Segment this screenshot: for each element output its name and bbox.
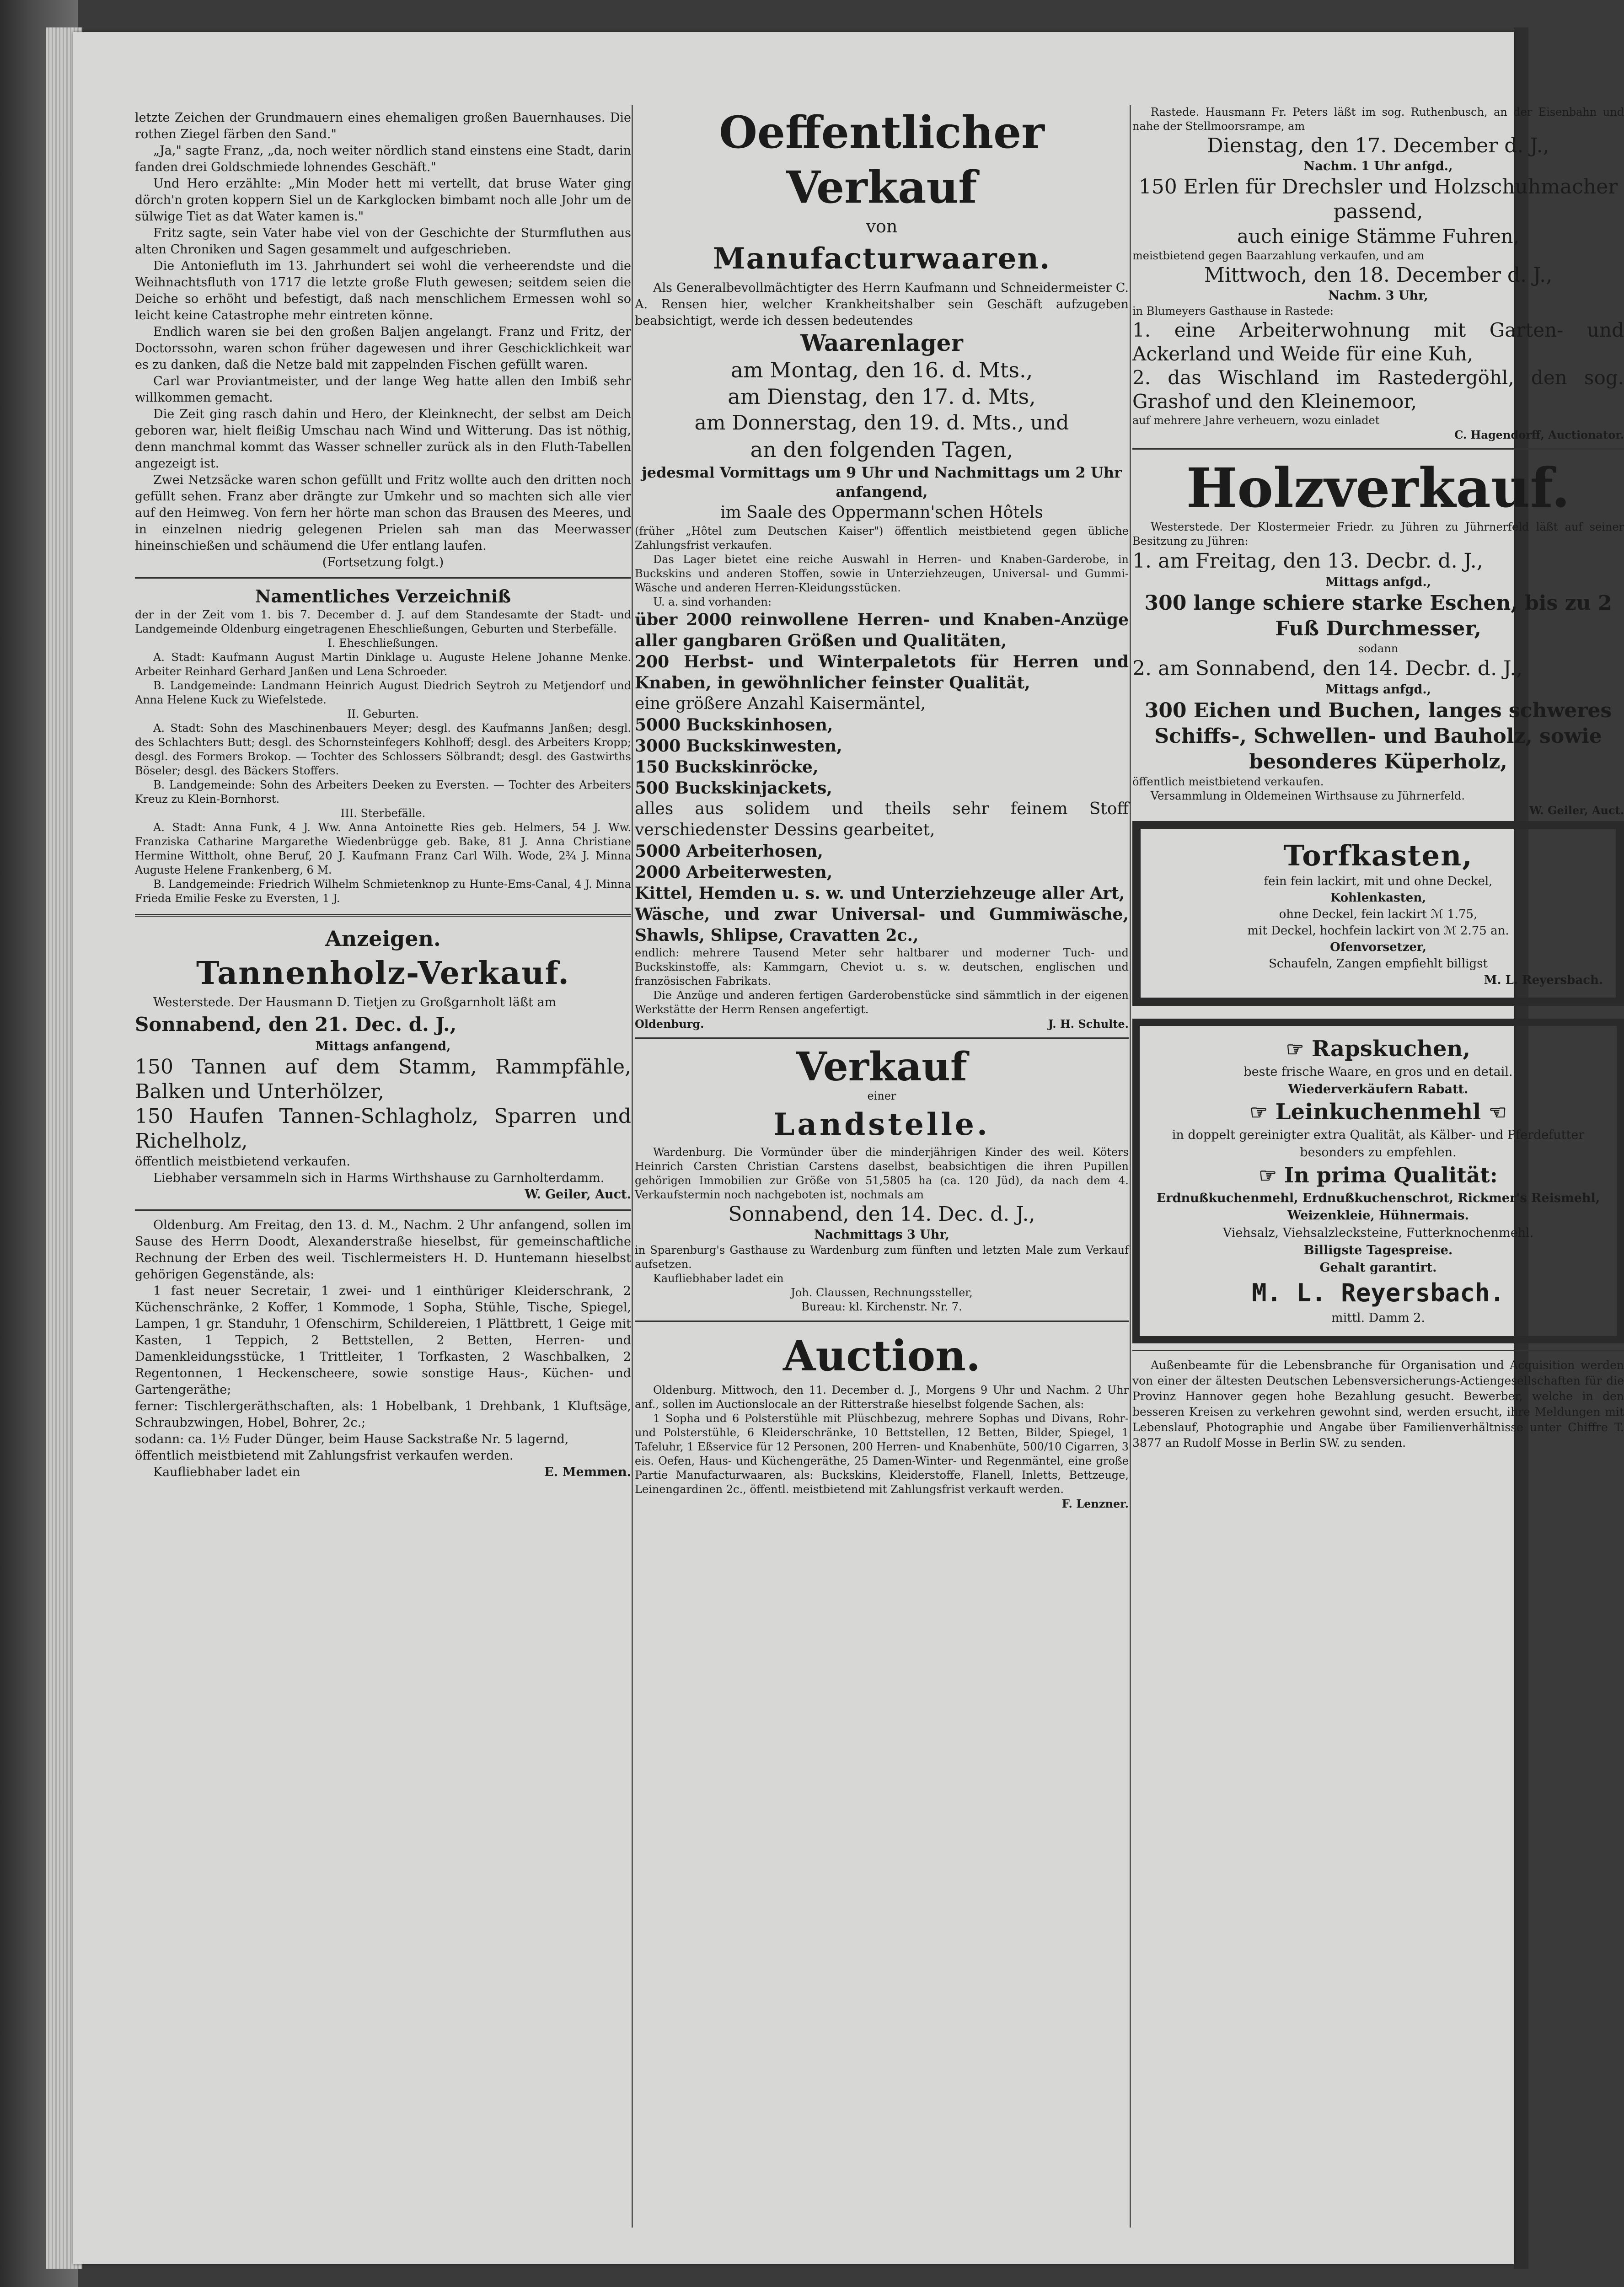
ad-rapskuchen bbox=[1132, 1019, 1624, 1343]
ad-date: Sonnabend, den 21. Dec. d. J., bbox=[135, 1013, 457, 1036]
story-paragraph: „Ja," sagte Franz, „da, noch weiter nördlich stand einstens eine Stadt, darin fanden drei Goldschmiede lohnendes Geschäft." bbox=[135, 144, 631, 174]
ad-line: ohne Deckel, fein lackirt ℳ 1.75, bbox=[1279, 907, 1478, 921]
register-entry: A. Stadt: Anna Funk, 4 J. Ww. Anna Antoinette Ries geb. Helmers, 54 J. Ww. Franziska Catharine Margarethe Wiedenbrügge geb. Bake, 81 J. Anna Christiane Hermine Wittholt, ohne Beruf, 20 J. Kaufmann Franz Carl Wilh. Wode, 2¾ J. Minna Auguste Helene Frankenberg, 6 M. bbox=[135, 821, 631, 876]
column-3 bbox=[1132, 32, 1624, 2264]
ad-item: auch einige Stämme Fuhren, bbox=[1237, 225, 1519, 247]
ad-tannenholz bbox=[135, 994, 631, 1203]
ad-einer: einer bbox=[867, 1090, 896, 1102]
ad-item: 150 Erlen für Drechsler und Holzschuhmacher passend, bbox=[1138, 175, 1618, 223]
ad-signature: E. Memmen. bbox=[544, 1465, 631, 1479]
divider bbox=[135, 577, 631, 579]
ad-item: 150 Tannen auf dem Stamm, Rammpfähle, Balken und Unterhölzer, bbox=[135, 1055, 631, 1103]
story-continuation: (Fortsetzung folgt.) bbox=[322, 555, 444, 569]
ad-date: am Dienstag, den 17. d. Mts, bbox=[728, 384, 1036, 409]
serial-story bbox=[135, 110, 631, 571]
ad-signature: Joh. Claussen, Rechnungssteller, bbox=[791, 1286, 973, 1299]
ad-list-item: 1. eine Arbeiterwohnung mit Garten- und Ackerland und Weide für eine Kuh, bbox=[1132, 319, 1624, 365]
ad-signature: M. L. Reyersbach. bbox=[1484, 973, 1603, 987]
ad-item: Wäsche, und zwar Universal- und Gummiwäsche, Shawls, Shlipse, Cravatten 2c., bbox=[635, 905, 1129, 945]
ad-outro: Versammlung in Oldemeinen Wirthsause zu Jührnerfeld. bbox=[1151, 789, 1465, 802]
ad-outro: auf mehrere Jahre verheuern, wozu einladet bbox=[1132, 414, 1380, 427]
pointing-hand-icon: ☜ bbox=[1489, 1101, 1507, 1124]
ad-signature: J. H. Schulte. bbox=[1048, 1017, 1129, 1031]
ad-place: in Sparenburg's Gasthause zu Wardenburg zum fünften und letzten Male zum Verkauf aufsetzen. bbox=[635, 1244, 1129, 1271]
ad-list: 1 Sopha und 6 Polsterstühle mit Plüschbezug, mehrere Sophas und Divans, Rohr- und Polsterstühle, 6 Kleiderschränke, 10 Bettstellen, 12 Betten, Bilder, Spiegel, 1 Tafeluhr, 1 Eßservice für 12 Personen, 200 Herren- und Knabenhüte, 500/10 Cigarren, 3 eis. Oefen, Haus- und Küchengeräthe, 25 Damen-Winter- und Regenmäntel, eine große Partie Manufacturwaaren, als: Buckskins, Kleiderstoffe, Flanell, Inletts, Bettzeuge, Leinengardinen 2c., öffentl. meistbietend mit Zahlungsfrist verkauft werden. bbox=[635, 1412, 1129, 1496]
ad-signature: M. L. Reyersbach. bbox=[1252, 1278, 1505, 1307]
register-entry: A. Stadt: Sohn des Maschinenbauers Meyer; desgl. des Kaufmanns Janßen; desgl. des Schlachters Butt; desgl. des Schornsteinfegers Kohlhoff; desgl. des Arbeiters Kropp; desgl. des Formers Brokop. — Tochter des Schlossers Sölbrandt; desgl. des Gastwirths Böseler; desgl. des Bäckers Stoffers. bbox=[135, 722, 631, 777]
ad-place-note: (früher „Hôtel zum Deutschen Kaiser") öffentlich meistbietend gegen übliche Zahlungsfrist verkaufen. bbox=[635, 525, 1129, 552]
ad-line: Wiederverkäufern Rabatt. bbox=[1288, 1082, 1469, 1096]
register bbox=[135, 608, 631, 906]
ad-sodann: sodann bbox=[1358, 642, 1399, 655]
pointing-hand-icon: ☞ bbox=[1249, 1101, 1268, 1124]
ad-signature: F. Lenzner. bbox=[1061, 1497, 1129, 1510]
ad-item: eine größere Anzahl Kaisermäntel, bbox=[635, 694, 926, 713]
ad-item: 150 Buckskinröcke, bbox=[635, 757, 819, 777]
ad-text: Oldenburg. Mittwoch, den 11. December d. J., Morgens 9 Uhr und Nachm. 2 Uhr anf., sollen im Auctionslocale an der Ritterstraße hieselbst folgende Sachen, als: bbox=[635, 1384, 1129, 1411]
ad-date: 1. am Freitag, den 13. Decbr. d. J., bbox=[1132, 549, 1483, 573]
ad-list: 1 fast neuer Secretair, 1 zwei- und 1 einthüriger Kleiderschrank, 2 Küchenschränke, 2 Koffer, 1 Kommode, 1 Sopha, Stühle, Tische, Spiegel, Lampen, 1 gr. Standuhr, 1 Ofenschirm, Schildereien, 1 Plättbrett, 1 Geige mit Kasten, 1 Teppich, 2 Bettstellen, 2 Betten, Herren- und Damenkleidungsstücke, 1 Trittleiter, 1 Torfkasten, 2 Waschbalken, 2 Regentonnen, 1 Heckenscheere, sowie sonstige Haus-, Küchen- und Gartengeräthe; bbox=[135, 1284, 631, 1397]
ad-item: 2000 Arbeiterwesten, bbox=[635, 863, 833, 882]
ad-item: alles aus solidem und theils sehr feinem Stoff verschiedenster Dessins gearbeitet, bbox=[635, 800, 1129, 839]
ad-text: Rastede. Hausmann Fr. Peters läßt im sog. Ruthenbusch, an der Eisenbahn und nahe der Stellmoorsrampe, am bbox=[1132, 106, 1624, 133]
ad-time: Nachm. 3 Uhr, bbox=[1328, 289, 1428, 303]
ad-item: 5000 Arbeiterhosen, bbox=[635, 842, 823, 861]
ad-address: mittl. Damm 2. bbox=[1331, 1311, 1426, 1325]
story-paragraph: Die Zeit ging rasch dahin und Hero, der Kleinknecht, der selbst am Deich geboren war, hielt fleißig Umschau nach Wind und Witterung. Das ist nöthig, denn manchmal kommt das Wasser schneller zurück als in den Fluth-Tabellen angezeigt ist. bbox=[135, 407, 631, 471]
ad-line: fein fein lackirt, mit und ohne Deckel, bbox=[1264, 875, 1493, 888]
ad-time: Nachm. 1 Uhr anfgd., bbox=[1303, 159, 1453, 173]
ad-signature: W. Geiler, Auct. bbox=[1529, 804, 1624, 817]
ad-line: Ofenvorsetzer, bbox=[1330, 940, 1426, 954]
ad-item: 5000 Buckskinhosen, bbox=[635, 715, 833, 735]
ad-title-rapskuchen: Rapskuchen, bbox=[1312, 1036, 1471, 1062]
ad-item: über 2000 reinwollene Herren- und Knaben-Anzüge aller gangbaren Größen und Qualitäten, bbox=[635, 610, 1129, 650]
section-heading-anzeigen: Anzeigen. bbox=[325, 926, 441, 951]
ad-title-prima: In prima Qualität: bbox=[1284, 1163, 1498, 1187]
ad-item: 500 Buckskinjackets, bbox=[635, 778, 832, 798]
ad-title-leinkuchenmehl: Leinkuchenmehl bbox=[1275, 1099, 1481, 1125]
ad-holzverkauf bbox=[1132, 520, 1624, 817]
ad-date: 2. am Sonnabend, den 14. Decbr. d. J., bbox=[1132, 657, 1523, 680]
ad-invite: Kaufliebhaber ladet ein bbox=[153, 1465, 300, 1479]
column-2 bbox=[635, 32, 1129, 2264]
ad-item: 300 lange schiere starke Eschen, bis zu 2 Fuß Durchmesser, bbox=[1144, 591, 1612, 640]
ad-endlich: endlich: mehrere Tausend Meter sehr haltbarer und moderner Tuch- und Buckskinstoffe, als: Kammgarn, Cheviot u. s. w. deutschen, englischen und französischen Fabrikats. bbox=[635, 946, 1129, 988]
story-paragraph: Zwei Netzsäcke waren schon gefüllt und Fritz wollte auch den dritten noch gefüllt sehen. Franz aber drängte zur Umkehr und so machten sich alle vier auf den Heimweg. Von fern her hörte man schon das Brausen des Meeres, und in einzelnen niedrig gelegenen Prielen sah man das Meerwasser hineinschießen und schäumend die Ufer entlang laufen. bbox=[135, 473, 631, 553]
ad-line: Gehalt garantirt. bbox=[1319, 1261, 1437, 1275]
register-entry: B. Landgemeinde: Friedrich Wilhelm Schmietenknop zu Hunte-Ems-Canal, 4 J. Minna Frieda Emilie Feske zu Eversten, 1 J. bbox=[135, 878, 631, 905]
ad-place: in Blumeyers Gasthause in Rastede: bbox=[1132, 305, 1334, 317]
ad-list: ferner: Tischlergeräthschaften, als: 1 Hobelbank, 1 Drehbank, 1 Kluftsäge, Schraubzwingen, Hobel, Bohrer, 2c.; bbox=[135, 1399, 631, 1430]
ad-title-oeffentlicher-verkauf: Oeffentlicher Verkauf bbox=[719, 107, 1045, 213]
ad-date: am Donnerstag, den 19. d. Mts., und bbox=[694, 411, 1069, 435]
ad-intro: Westerstede. Der Hausmann D. Tietjen zu Großgarnholt läßt am bbox=[153, 995, 557, 1009]
ad-line: Billigste Tagespreise. bbox=[1303, 1243, 1453, 1257]
ad-huntemann bbox=[135, 1217, 631, 1481]
ad-auction bbox=[635, 1383, 1129, 1511]
ad-lager: Waarenlager bbox=[800, 329, 963, 356]
ad-verkauf bbox=[635, 1145, 1129, 1314]
ad-list: sodann: ca. 1½ Fuder Dünger, beim Hause Sackstraße Nr. 5 lagernd, bbox=[135, 1432, 569, 1446]
ad-line: Viehsalz, Viehsalzlecksteine, Futterknochenmehl. bbox=[1222, 1226, 1534, 1240]
divider bbox=[1132, 1350, 1624, 1351]
ad-date: Sonnabend, den 14. Dec. d. J., bbox=[728, 1203, 1035, 1226]
register-intro: der in der Zeit vom 1. bis 7. December d. J. auf dem Standesamte der Stadt- und Landgemeinde Oldenburg eingetragenen Eheschließungen, Geburten und Sterbefälle. bbox=[135, 608, 631, 635]
ad-time: Mittags anfgd., bbox=[1325, 575, 1431, 589]
ad-invite: Kaufliebhaber ladet ein bbox=[653, 1272, 784, 1285]
ad-intro: Als Generalbevollmächtigter des Herrn Kaufmann und Schneidermeister C. A. Rensen hier, welcher Krankheitshalber sein Geschäft aufzugeben beabsichtigt, werde ich dessen bedeutendes bbox=[635, 281, 1129, 328]
ad-rastede bbox=[1132, 105, 1624, 442]
story-paragraph: Carl war Proviantmeister, und der lange Weg hatte allen den Imbiß sehr willkommen gemacht. bbox=[135, 374, 631, 405]
ad-date: Mittwoch, den 18. December d. J., bbox=[1204, 263, 1553, 287]
ad-item-list bbox=[635, 609, 1129, 946]
ad-line: mit Deckel, hochfein lackirt von ℳ 2.75 an. bbox=[1247, 924, 1509, 938]
pointing-hand-icon: ☞ bbox=[1259, 1164, 1277, 1187]
ad-title-torfkasten: Torfkasten, bbox=[1283, 839, 1473, 872]
ad-text: Oldenburg. Am Freitag, den 13. d. M., Nachm. 2 Uhr anfangend, sollen im Sause des Herrn Doodt, Alexanderstraße hieselbst, für gemeinschaftliche Rechnung der Erben des weil. Tischlermeisters H. D. Huntemann hieselbst gehörigen Gegenstände, als: bbox=[135, 1218, 631, 1282]
register-entry: B. Landgemeinde: Landmann Heinrich August Diedrich Seytroh zu Metjendorf und Anna Helene Kuck zu Wiefelstede. bbox=[135, 679, 631, 706]
ad-date: am Montag, den 16. d. Mts., bbox=[730, 358, 1033, 382]
divider bbox=[635, 1037, 1129, 1039]
ad-signature: W. Geiler, Auct. bbox=[525, 1187, 631, 1202]
column-rule bbox=[632, 105, 633, 2228]
story-paragraph: Die Antoniefluth im 13. Jahrhundert sei wohl die verheerendste und die Weihnachtsfluth von 1717 die letzte große Fluth gewesen; seitdem seien die Deiche so erhöht und befestigt, daß nach menschlichem Ermessen wohl so leicht keine Catastrophe mehr eintreten könne. bbox=[135, 259, 631, 322]
ad-aussenbeamte: Außenbeamte für die Lebensbranche für Organisation und Acquisition werden von einer der ältesten Deutschen Lebensversicherungs-Actiengesellschaften für die Provinz Hannover gegen hohe Bezahlung gesucht. Bewerber, welche in den besseren Kreisen zu verkehren gewohnt sind, werden ersucht, ihre Meldungen mit Lebenslauf, Photographie und Angabe über Familienverhältnisse unter Chiffre T. 3877 an Rudolf Mosse in Berlin SW. zu senden. bbox=[1132, 1358, 1624, 1450]
ad-list-item: 2. das Wischland im Rastedergöhl, den sog. Grashof und den Kleinemoor, bbox=[1132, 366, 1624, 413]
ad-text: Wardenburg. Die Vormünder über die minderjährigen Kinder des weil. Köters Heinrich Carsten Christian Carstens daselbst, beabsichtigen die ihren Pupillen gehörigen Immobilien zur Größe von 51,5805 ha (ca. 120 Jüd), da nach dem 4. Verkaufstermin noch nachgeboten ist, nochmals am bbox=[635, 1146, 1129, 1201]
ad-ua: U. a. sind vorhanden: bbox=[653, 596, 772, 608]
ad-time: Nachmittags 3 Uhr, bbox=[814, 1228, 949, 1242]
ad-item: 200 Herbst- und Winterpaletots für Herren und Knaben, in gewöhnlicher feinster Qualität, bbox=[635, 652, 1129, 693]
ad-item: 150 Haufen Tannen-Schlagholz, Sparren und Richelholz, bbox=[135, 1105, 631, 1153]
ad-lager-text: Das Lager bietet eine reiche Auswahl in Herren- und Knaben-Garderobe, in Buckskins und anderen Stoffen, sowie in Unterziehzeugen, Universal- und Gummi-Wäsche und anderen Herren-Kleidungsstücken. bbox=[635, 553, 1129, 594]
story-paragraph: Fritz sagte, sein Vater habe viel von der Geschichte der Sturmfluthen aus alten Chroniken und Sagen gesammelt und aufgeschrieben. bbox=[135, 226, 631, 257]
divider bbox=[135, 1209, 631, 1211]
ad-text: Westerstede. Der Klostermeier Friedr. zu Jühren zu Jührnerfeld läßt auf seiner Besitzung zu Jühren: bbox=[1132, 521, 1624, 548]
ad-time: jedesmal Vormittags um 9 Uhr und Nachmittags um 2 Uhr anfangend, bbox=[642, 464, 1122, 500]
ad-subtitle: Manufacturwaaren. bbox=[713, 242, 1051, 276]
column-1 bbox=[135, 32, 631, 2264]
ad-outro: öffentlich meistbietend verkaufen. bbox=[135, 1154, 350, 1169]
ad-manufactur bbox=[635, 280, 1129, 1031]
ad-signature-address: Bureau: kl. Kirchenstr. Nr. 7. bbox=[801, 1300, 962, 1313]
story-paragraph: letzte Zeichen der Grundmauern eines ehemaligen großen Bauernhauses. Die rothen Ziegel färben den Sand." bbox=[135, 111, 631, 141]
column-rule bbox=[1130, 105, 1131, 2228]
ad-line: in doppelt gereinigter extra Qualität, als Kälber- und Pferdefutter besonders zu empfehlen. bbox=[1172, 1128, 1585, 1160]
ad-date: Dienstag, den 17. December d. J., bbox=[1207, 134, 1549, 157]
ad-line: Erdnußkuchenmehl, Erdnußkuchenschrot, Rickmer's Reismehl, Weizenkleie, Hühnermais. bbox=[1156, 1191, 1600, 1223]
ad-title-auction: Auction. bbox=[783, 1331, 981, 1380]
register-title: Namentliches Verzeichniß bbox=[255, 586, 511, 607]
ad-signature: C. Hagendorff, Auctionator. bbox=[1454, 428, 1624, 441]
ad-note: Die Anzüge und anderen fertigen Garderobenstücke sind sämmtlich in der eigenen Werkstätte der Herrn Rensen angefertigt. bbox=[635, 989, 1129, 1016]
register-heading: III. Sterbefälle. bbox=[340, 807, 426, 820]
register-entry: A. Stadt: Kaufmann August Martin Dinklage u. Auguste Helene Johanne Menke. Arbeiter Reinhard Gerhard Janßen und Lena Schroeder. bbox=[135, 651, 631, 678]
ad-line: Schaufeln, Zangen empfiehlt billigst bbox=[1269, 957, 1488, 971]
ad-line: Kohlenkasten, bbox=[1330, 891, 1426, 905]
ad-place: im Saale des Oppermann'schen Hôtels bbox=[720, 503, 1043, 522]
pointing-hand-icon: ☞ bbox=[1286, 1038, 1304, 1061]
ad-text: meistbietend gegen Baarzahlung verkaufen, und am bbox=[1132, 249, 1425, 262]
divider bbox=[135, 914, 631, 917]
register-heading: I. Eheschließungen. bbox=[327, 637, 439, 650]
ad-torfkasten bbox=[1132, 821, 1624, 1006]
ad-landstelle: Landstelle. bbox=[773, 1106, 991, 1142]
ad-date: an den folgenden Tagen, bbox=[750, 437, 1013, 462]
register-entry: B. Landgemeinde: Sohn des Arbeiters Deeken zu Eversten. — Tochter des Arbeiters Kreuz zu Klein-Bornhorst. bbox=[135, 778, 631, 805]
ad-title-verkauf: Verkauf bbox=[796, 1044, 967, 1090]
ad-place-sign: Oldenburg. bbox=[635, 1017, 704, 1031]
ad-title-tannenholz: Tannenholz-Verkauf. bbox=[196, 955, 570, 992]
newspaper-page bbox=[73, 32, 1624, 2264]
ad-title-holzverkauf: Holzverkauf. bbox=[1186, 456, 1570, 520]
ad-outro: Liebhaber versammeln sich in Harms Wirthshause zu Garnholterdamm. bbox=[153, 1171, 605, 1185]
ad-von: von bbox=[866, 216, 898, 236]
ad-outro: öffentlich meistbietend verkaufen. bbox=[1132, 775, 1324, 788]
ad-item: 3000 Buckskinwesten, bbox=[635, 736, 842, 756]
ad-outro: öffentlich meistbietend mit Zahlungsfrist verkaufen werden. bbox=[135, 1449, 514, 1463]
register-heading: II. Geburten. bbox=[347, 708, 419, 720]
story-paragraph: Endlich waren sie bei den großen Baljen angelangt. Franz und Fritz, der Doctorssohn, waren schon früher dagewesen und ihrer Geschicklichkeit war es zu danken, daß die Netze bald mit zappelnden Fischen gefüllt waren. bbox=[135, 325, 631, 372]
ad-item: Kittel, Hemden u. s. w. und Unterziehzeuge aller Art, bbox=[635, 884, 1125, 903]
ad-item: 300 Eichen und Buchen, langes schweres Schiffs-, Schwellen- und Bauholz, sowie besonderes Küperholz, bbox=[1144, 699, 1612, 773]
divider bbox=[635, 1321, 1129, 1322]
divider bbox=[1132, 448, 1624, 450]
ad-time: Mittags anfgd., bbox=[1325, 682, 1431, 697]
story-paragraph: Und Hero erzählte: „Min Moder hett mi vertellt, dat bruse Water ging dörch'n groten koppern Siel un de Karkglocken bimbamt noch alle Johr um de sülwige Tiet as dat Water kamen is." bbox=[135, 177, 631, 224]
ad-line: beste frische Waare, en gros und en detail. bbox=[1243, 1065, 1513, 1079]
ad-time: Mittags anfangend, bbox=[315, 1039, 451, 1053]
